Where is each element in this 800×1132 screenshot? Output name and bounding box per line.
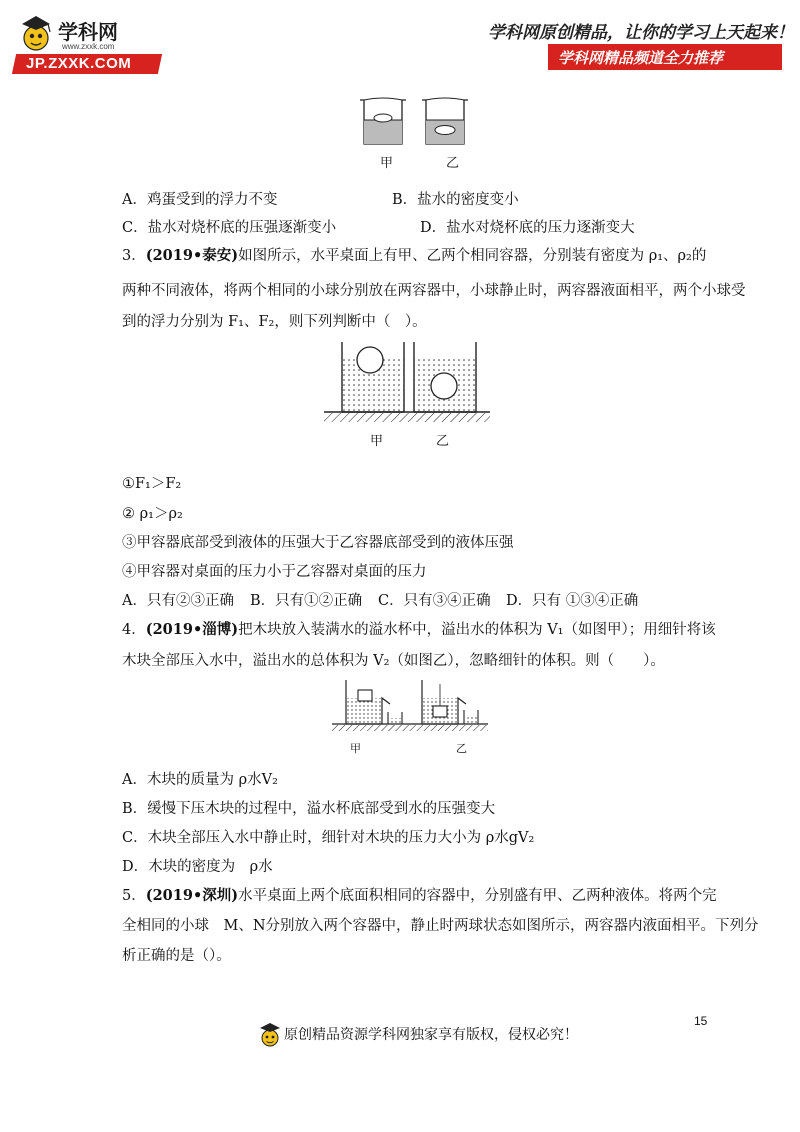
footer-mascot-icon <box>258 1020 282 1048</box>
q5-line-2: 全相同的小球 M、N分别放入两个容器中，静止时两球状态如图所示，两容器内液面相平。下列分 <box>122 918 759 934</box>
container-a <box>342 342 404 412</box>
logo-url: www.zxxk.com <box>62 42 115 51</box>
ball-a <box>357 347 383 373</box>
fig1-label-b: 乙 <box>446 155 460 170</box>
fig2-label-a: 甲 <box>370 433 384 448</box>
page-number: 15 <box>694 1014 708 1028</box>
q2-option-b: B．盐水的密度变小 <box>392 192 519 208</box>
q4-option-c: C．木块全部压入水中静止时，细针对木块的压力大小为 ρ水gV₂ <box>122 830 535 846</box>
q2-option-d: D．盐水对烧杯底的压力逐渐变大 <box>420 220 635 236</box>
q4-source: (2019•淄博) <box>145 621 239 638</box>
fig3-label-b: 乙 <box>456 743 467 755</box>
q3-option-a: A．只有②③正确 <box>122 593 234 609</box>
q4-text-1: 把木块放入装满水的溢水杯中，溢出水的体积为 V₁（如图甲）；用细针将该 <box>238 622 716 638</box>
fig1-label-a: 甲 <box>380 155 394 170</box>
mascot-icon <box>16 12 56 52</box>
header-badge-text: 学科网精品频道全力推荐 <box>558 49 724 67</box>
q2-option-a: A．鸡蛋受到的浮力不变 <box>122 192 278 208</box>
q3-line-1 <box>122 246 706 266</box>
fig2-label-b: 乙 <box>436 433 450 448</box>
site-logo <box>14 12 164 74</box>
q4-line-1 <box>122 620 716 640</box>
beaker-b <box>422 98 468 144</box>
q3-statement-4: ④甲容器对桌面的压力小于乙容器对桌面的压力 <box>122 564 427 580</box>
overflow-cup-b <box>422 680 478 724</box>
ball-b <box>431 373 457 399</box>
q4-number: 4． <box>122 622 146 638</box>
footer-copyright: 原创精品资源学科网独家享有版权，侵权必究！ <box>284 1027 578 1043</box>
q5-line-3: 析正确的是（）。 <box>122 948 231 964</box>
q3-number: 3． <box>122 248 146 264</box>
wood-block-b <box>433 706 447 717</box>
q4-option-b: B．缓慢下压木块的过程中，溢水杯底部受到水的压强变大 <box>122 801 496 817</box>
beaker-egg-figure <box>356 96 476 150</box>
beaker-a <box>360 98 406 144</box>
q3-line-2: 两种不同液体，将两个相同的小球分别放在两容器中，小球静止时，两容器液面相平，两个小球受 <box>122 283 746 299</box>
header-badge <box>548 44 782 70</box>
q3-option-d: D．只有 ①③④正确 <box>506 593 639 609</box>
q5-line-1 <box>122 886 717 906</box>
q3-statement-1: ①F₁＞F₂ <box>122 476 182 492</box>
q5-source: (2019•深圳) <box>145 887 239 904</box>
q3-line-3: 到的浮力分别为 F₁、F₂，则下列判断中（ ）。 <box>122 314 427 330</box>
q3-text-1: 如图所示，水平桌面上有甲、乙两个相同容器，分别装有密度为 ρ₁、ρ₂的 <box>238 248 707 264</box>
overflow-cup-figure <box>330 676 490 736</box>
q4-option-d: D．木块的密度为 ρ水 <box>122 859 273 875</box>
q5-number: 5． <box>122 888 146 904</box>
logo-jp: JP.ZXXK.COM <box>26 55 132 72</box>
q5-text-1: 水平桌面上两个底面积相同的容器中，分别盛有甲、乙两种液体。将两个完 <box>238 888 717 904</box>
q4-line-2: 木块全部压入水中，溢出水的总体积为 V₂（如图乙），忽略细针的体积。则（ ）。 <box>122 653 665 669</box>
q3-statement-2: ② ρ₁＞ρ₂ <box>122 506 183 522</box>
overflow-cup-a <box>346 680 402 724</box>
q2-option-c: C．盐水对烧杯底的压强逐渐变小 <box>122 220 337 236</box>
q3-option-b: B．只有①②正确 <box>250 593 363 609</box>
q3-source: (2019•泰安) <box>145 247 239 264</box>
q3-statement-3: ③甲容器底部受到液体的压强大于乙容器底部受到的液体压强 <box>122 535 514 551</box>
fig3-label-a: 甲 <box>350 743 361 755</box>
header-slogan: 学科网原创精品，让你的学习上天起来！ <box>488 23 794 43</box>
container-ball-figure <box>322 338 492 428</box>
logo-cn: 学科网 <box>58 22 118 44</box>
q3-option-c: C．只有③④正确 <box>378 593 491 609</box>
q4-option-a: A．木块的质量为 ρ水V₂ <box>122 772 278 788</box>
wood-block-a <box>358 690 372 701</box>
container-b <box>414 342 476 412</box>
